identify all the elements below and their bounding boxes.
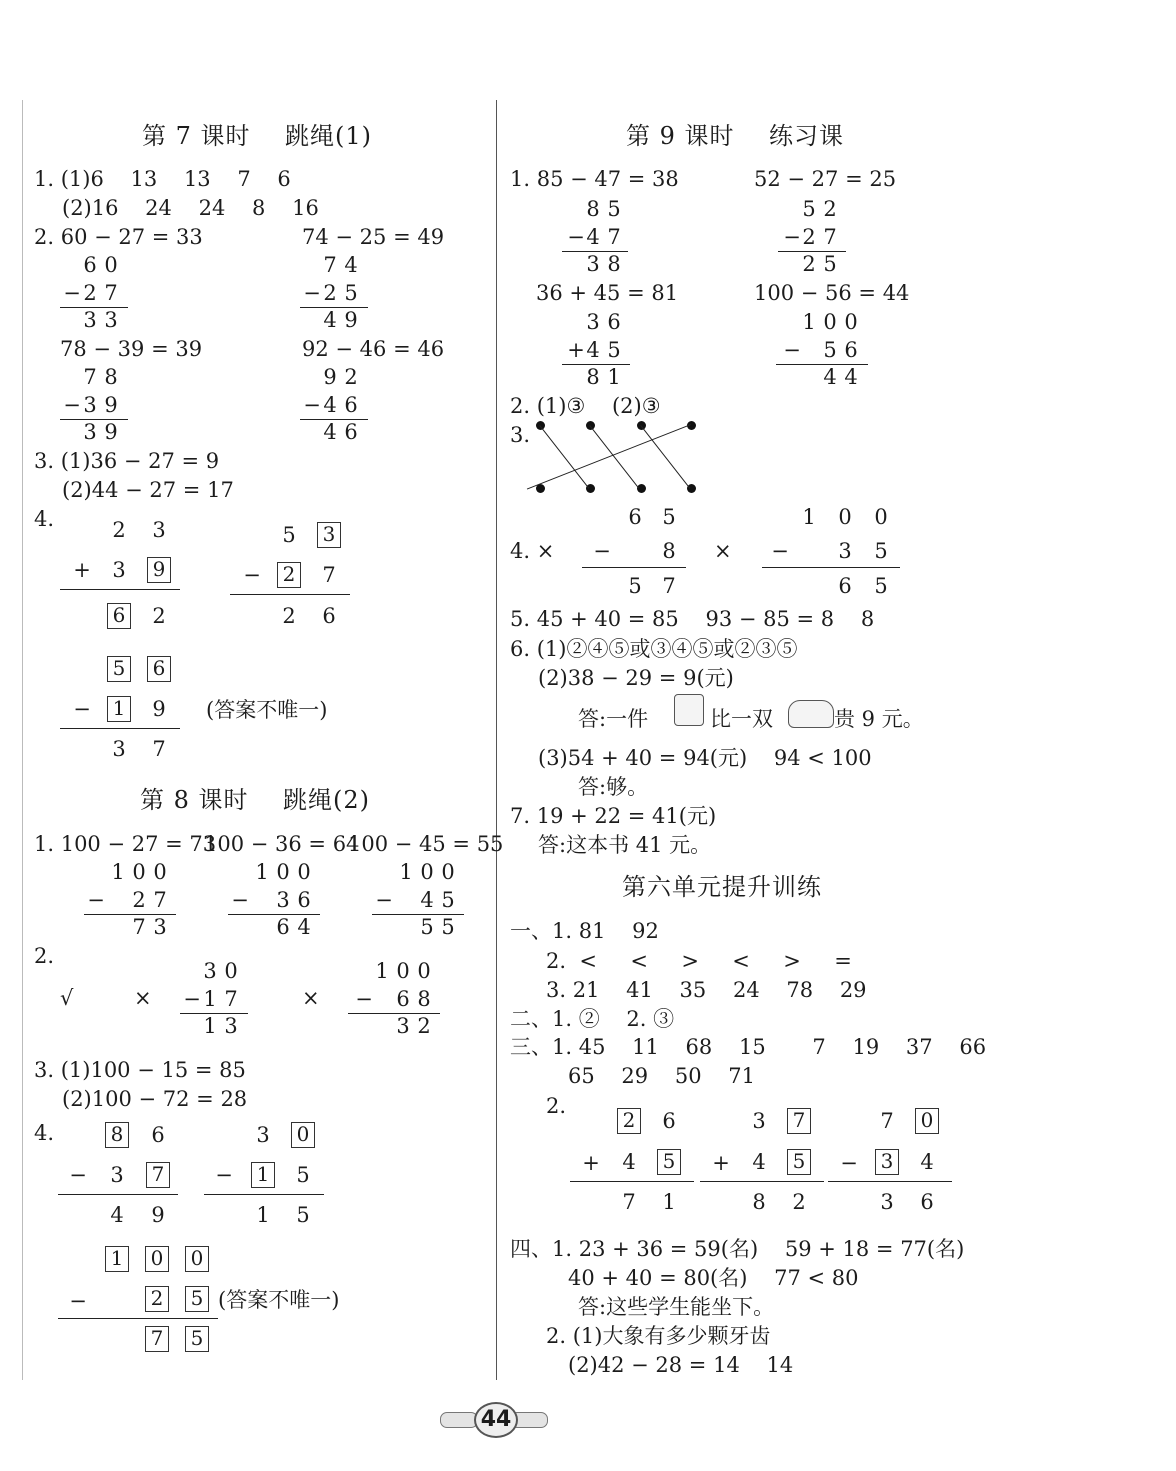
digit: 2 <box>132 888 146 912</box>
digit: 4 <box>823 365 837 389</box>
digit: 1 <box>111 860 125 884</box>
answer-box: 6 <box>147 656 171 682</box>
l9-q6-answer-part2: 比一双 <box>710 707 773 731</box>
l8-q1-eq3: 100 − 45 = 55 <box>348 832 504 856</box>
operator: − <box>69 1163 87 1187</box>
l7-note: (答案不唯一) <box>206 698 328 722</box>
digit: 2 <box>802 252 816 276</box>
digit: 4 <box>420 888 434 912</box>
operator: − <box>303 393 321 417</box>
calc-line <box>60 728 180 729</box>
shoe-icon <box>788 700 834 728</box>
operator: − <box>183 987 201 1011</box>
digit: 5 <box>441 915 455 939</box>
digit: 2 <box>323 281 337 305</box>
digit: 9 <box>344 308 358 332</box>
digit: 4 <box>920 1150 934 1174</box>
digit: 7 <box>83 365 97 389</box>
u6-row4: 二、1. ② 2. ③ <box>510 1007 675 1031</box>
digit: 9 <box>104 420 118 444</box>
digit: 6 <box>276 915 290 939</box>
l9-q1-eq4: 100 − 56 = 44 <box>754 281 910 305</box>
answer-box: 0 <box>185 1246 209 1272</box>
answer-box: 3 <box>875 1149 899 1175</box>
u6-row10: 答:这些学生能坐下。 <box>578 1295 775 1319</box>
digit: 6 <box>151 1123 165 1147</box>
answer-box: 8 <box>105 1122 129 1148</box>
answer-box: 2 <box>145 1286 169 1312</box>
digit: 2 <box>802 225 816 249</box>
answer-box: 3 <box>317 522 341 548</box>
digit: 3 <box>83 393 97 417</box>
l8-q1-eq2: 100 − 36 = 64 <box>204 832 360 856</box>
l9-q4-label: 4. × <box>510 539 555 563</box>
l9-q6-line1: 6. (1)②④⑤或③④⑤或②③⑤ <box>510 637 798 661</box>
unit-6-title: 第六单元提升训练 <box>622 873 822 901</box>
u6-row3: 3. 21 41 35 24 78 29 <box>546 978 867 1002</box>
digit: 7 <box>224 987 238 1011</box>
l9-q5: 5. 45 + 40 = 85 93 − 85 = 8 8 <box>510 607 875 631</box>
digit: 5 <box>874 539 888 563</box>
digit: 7 <box>662 574 676 598</box>
digit: 3 <box>880 1190 894 1214</box>
digit: 5 <box>441 888 455 912</box>
digit: 0 <box>420 860 434 884</box>
digit: 2 <box>112 518 126 542</box>
operator: − <box>231 888 249 912</box>
digit: 0 <box>441 860 455 884</box>
calc-line <box>230 594 350 595</box>
digit: 3 <box>83 420 97 444</box>
digit: 3 <box>104 308 118 332</box>
answer-box: 7 <box>145 1326 169 1352</box>
answer-box: 9 <box>147 557 171 583</box>
digit: 0 <box>838 505 852 529</box>
digit: 1 <box>802 310 816 334</box>
digit: 8 <box>586 365 600 389</box>
digit: 1 <box>802 505 816 529</box>
digit: 3 <box>153 915 167 939</box>
digit: 9 <box>323 365 337 389</box>
digit: 4 <box>323 420 337 444</box>
digit: 5 <box>662 505 676 529</box>
digit: 8 <box>417 987 431 1011</box>
digit: 3 <box>112 558 126 582</box>
calc-line <box>60 589 180 590</box>
l9-q1-eq1: 1. 85 − 47 = 38 <box>510 167 679 191</box>
calc-line <box>58 1318 218 1319</box>
answer-box: 1 <box>251 1162 275 1188</box>
lesson-9-title: 第 9 课时 练习课 <box>626 122 845 150</box>
digit: 3 <box>112 737 126 761</box>
l8-q1-eq1: 1. 100 − 27 = 73 <box>34 832 217 856</box>
digit: 0 <box>823 310 837 334</box>
u6-row6: 65 29 50 71 <box>568 1064 755 1088</box>
answer-box: 0 <box>915 1108 939 1134</box>
digit: 0 <box>153 860 167 884</box>
digit: 0 <box>874 505 888 529</box>
u6-row7: 2. <box>546 1094 567 1118</box>
digit: 3 <box>110 1163 124 1187</box>
l9-q7-line2: 答:这本书 41 元。 <box>538 833 712 857</box>
digit: 6 <box>396 987 410 1011</box>
digit: 2 <box>83 281 97 305</box>
digit: 5 <box>296 1163 310 1187</box>
digit: 5 <box>296 1203 310 1227</box>
match-line <box>539 425 589 489</box>
l8-q3-line1: 3. (1)100 − 15 = 85 <box>34 1058 246 1082</box>
digit: 0 <box>396 959 410 983</box>
digit: 7 <box>880 1109 894 1133</box>
digit: 3 <box>586 252 600 276</box>
digit: 5 <box>420 915 434 939</box>
answer-box: 5 <box>787 1149 811 1175</box>
answer-box: 1 <box>107 696 131 722</box>
digit: 5 <box>823 252 837 276</box>
digit: 6 <box>344 420 358 444</box>
l7-q2-eq4: 92 − 46 = 46 <box>302 337 445 361</box>
digit: 7 <box>323 253 337 277</box>
digit: 6 <box>322 604 336 628</box>
operator: − <box>567 225 585 249</box>
digit: 6 <box>83 253 97 277</box>
operator: − <box>73 697 91 721</box>
lesson-7-title: 第 7 课时 跳绳(1) <box>142 122 373 150</box>
digit: 6 <box>297 888 311 912</box>
digit: 8 <box>752 1190 766 1214</box>
digit: 5 <box>344 281 358 305</box>
digit: 5 <box>607 338 621 362</box>
digit: 4 <box>586 225 600 249</box>
digit: 1 <box>399 860 413 884</box>
lesson-8-title: 第 8 课时 跳绳(2) <box>140 786 371 814</box>
digit: 4 <box>297 915 311 939</box>
digit: 3 <box>203 959 217 983</box>
shirt-icon <box>674 694 704 726</box>
calc-line <box>828 1181 952 1182</box>
digit: 0 <box>844 310 858 334</box>
answer-box: 6 <box>107 603 131 629</box>
operator: − <box>771 539 789 563</box>
l9-q6-line2: (2)38 − 29 = 9(元) <box>538 666 734 690</box>
digit: 0 <box>104 253 118 277</box>
digit: 4 <box>344 253 358 277</box>
answer-box: 7 <box>146 1162 170 1188</box>
digit: 5 <box>607 197 621 221</box>
l9-q2: 2. (1)③ (2)③ <box>510 394 661 418</box>
operator: + <box>567 338 585 362</box>
digit: 6 <box>344 393 358 417</box>
digit: 9 <box>151 1203 165 1227</box>
digit: 1 <box>375 959 389 983</box>
digit: 0 <box>417 959 431 983</box>
l8-q4-label: 4. <box>34 1121 55 1145</box>
digit: 4 <box>110 1203 124 1227</box>
calc-line <box>570 1181 694 1182</box>
operator: − <box>783 225 801 249</box>
digit: 1 <box>255 860 269 884</box>
u6-row8: 四、1. 23 + 36 = 59(名) 59 + 18 = 77(名) <box>510 1237 965 1261</box>
digit: 7 <box>823 225 837 249</box>
answer-box: 7 <box>787 1108 811 1134</box>
l9-q6-line5: 答:够。 <box>578 775 649 799</box>
u6-row5: 三、1. 45 11 68 15 7 19 37 66 <box>510 1035 987 1059</box>
l7-q1-line2: (2)16 24 24 8 16 <box>62 196 319 220</box>
digit: 5 <box>823 338 837 362</box>
cross-mark: × <box>302 986 320 1010</box>
digit: 6 <box>838 574 852 598</box>
calc-line <box>762 567 900 568</box>
digit: 0 <box>132 860 146 884</box>
digit: 7 <box>622 1190 636 1214</box>
l7-q3-line2: (2)44 − 27 = 17 <box>62 478 234 502</box>
l8-note: (答案不唯一) <box>218 1288 340 1312</box>
answer-box: 0 <box>291 1122 315 1148</box>
digit: 2 <box>344 365 358 389</box>
digit: 1 <box>203 987 217 1011</box>
digit: 7 <box>322 563 336 587</box>
page-number-ornament-left <box>440 1412 478 1428</box>
digit: 4 <box>323 308 337 332</box>
digit: 4 <box>622 1150 636 1174</box>
u6-row11: 2. (1)大象有多少颗牙齿 <box>546 1324 771 1348</box>
digit: 0 <box>297 860 311 884</box>
answer-box: 1 <box>105 1246 129 1272</box>
digit: 4 <box>586 338 600 362</box>
l7-q3-line1: 3. (1)36 − 27 = 9 <box>34 449 220 473</box>
calc-line <box>204 1194 324 1195</box>
digit: 3 <box>752 1109 766 1133</box>
l7-q1-line1: 1. (1)6 13 13 7 6 <box>34 167 291 191</box>
answer-box: 0 <box>145 1246 169 1272</box>
digit: 5 <box>282 523 296 547</box>
digit: 8 <box>586 197 600 221</box>
digit: 7 <box>607 225 621 249</box>
digit: 6 <box>844 338 858 362</box>
l7-q2-eq2: 74 − 25 = 49 <box>302 225 445 249</box>
l9-q3-label: 3. <box>510 423 531 447</box>
answer-box: 5 <box>185 1286 209 1312</box>
digit: 4 <box>752 1150 766 1174</box>
l8-q3-line2: (2)100 − 72 = 28 <box>62 1087 248 1111</box>
answer-box: 2 <box>617 1108 641 1134</box>
column-divider <box>496 100 497 1380</box>
digit: 3 <box>838 539 852 563</box>
digit: 3 <box>256 1123 270 1147</box>
calc-line <box>700 1181 824 1182</box>
digit: 8 <box>662 539 676 563</box>
digit: 8 <box>104 365 118 389</box>
cross-mark: × <box>714 539 732 563</box>
digit: 1 <box>662 1190 676 1214</box>
digit: 7 <box>132 915 146 939</box>
digit: 0 <box>276 860 290 884</box>
l8-q2-label: 2. <box>34 944 55 968</box>
digit: 9 <box>104 393 118 417</box>
u6-row12: (2)42 − 28 = 14 14 <box>568 1353 794 1377</box>
digit: 7 <box>153 888 167 912</box>
operator: − <box>87 888 105 912</box>
l7-q2-eq3: 78 − 39 = 39 <box>60 337 203 361</box>
u6-row2: 2. < < > < > = <box>546 949 852 973</box>
l9-q7-line1: 7. 19 + 22 = 41(元) <box>510 804 717 828</box>
digit: 7 <box>152 737 166 761</box>
operator: − <box>63 393 81 417</box>
operator: − <box>243 563 261 587</box>
operator: − <box>355 987 373 1011</box>
calc-line <box>582 567 686 568</box>
operator: − <box>840 1151 858 1175</box>
digit: 3 <box>152 518 166 542</box>
digit: 5 <box>802 197 816 221</box>
digit: 6 <box>628 505 642 529</box>
digit: 4 <box>323 393 337 417</box>
operator: + <box>582 1151 600 1175</box>
digit: 1 <box>203 1014 217 1038</box>
operator: − <box>69 1289 87 1313</box>
digit: 2 <box>417 1014 431 1038</box>
digit: 3 <box>276 888 290 912</box>
digit: 6 <box>920 1190 934 1214</box>
digit: 2 <box>792 1190 806 1214</box>
l7-q4-label: 4. <box>34 507 55 531</box>
digit: 8 <box>607 252 621 276</box>
digit: 3 <box>224 1014 238 1038</box>
answer-box: 5 <box>107 656 131 682</box>
digit: 2 <box>152 604 166 628</box>
left-margin-line <box>22 100 23 1380</box>
calc-line <box>58 1194 178 1195</box>
answer-box: 5 <box>657 1149 681 1175</box>
digit: 3 <box>83 308 97 332</box>
answer-box: 2 <box>277 562 301 588</box>
l9-q6-answer-part1: 答:一件 <box>578 707 649 731</box>
answer-box: 5 <box>185 1326 209 1352</box>
digit: 5 <box>874 574 888 598</box>
operator: − <box>63 281 81 305</box>
digit: 3 <box>586 310 600 334</box>
l9-q1-eq3: 36 + 45 = 81 <box>536 281 679 305</box>
digit: 9 <box>152 697 166 721</box>
digit: 1 <box>607 365 621 389</box>
digit: 7 <box>104 281 118 305</box>
page-number: 44 <box>474 1402 518 1438</box>
u6-row1: 一、1. 81 92 <box>510 919 659 943</box>
l9-q1-eq2: 52 − 27 = 25 <box>754 167 897 191</box>
operator: − <box>375 888 393 912</box>
digit: 6 <box>662 1109 676 1133</box>
operator: + <box>73 558 91 582</box>
digit: 3 <box>396 1014 410 1038</box>
digit: 2 <box>282 604 296 628</box>
l7-q2-eq1: 2. 60 − 27 = 33 <box>34 225 203 249</box>
digit: 6 <box>607 310 621 334</box>
u6-row9: 40 + 40 = 80(名) 77 < 80 <box>568 1266 859 1290</box>
l9-q6-answer-part3: 贵 9 元。 <box>834 707 924 731</box>
operator: + <box>712 1151 730 1175</box>
check-mark: √ <box>60 986 74 1010</box>
operator: − <box>783 338 801 362</box>
digit: 1 <box>256 1203 270 1227</box>
digit: 5 <box>628 574 642 598</box>
operator: − <box>303 281 321 305</box>
operator: − <box>593 539 611 563</box>
match-line <box>589 425 639 489</box>
digit: 0 <box>224 959 238 983</box>
operator: − <box>215 1163 233 1187</box>
cross-mark: × <box>134 986 152 1010</box>
digit: 4 <box>844 365 858 389</box>
digit: 2 <box>823 197 837 221</box>
l9-q6-line4: (3)54 + 40 = 94(元) 94 < 100 <box>538 746 872 770</box>
